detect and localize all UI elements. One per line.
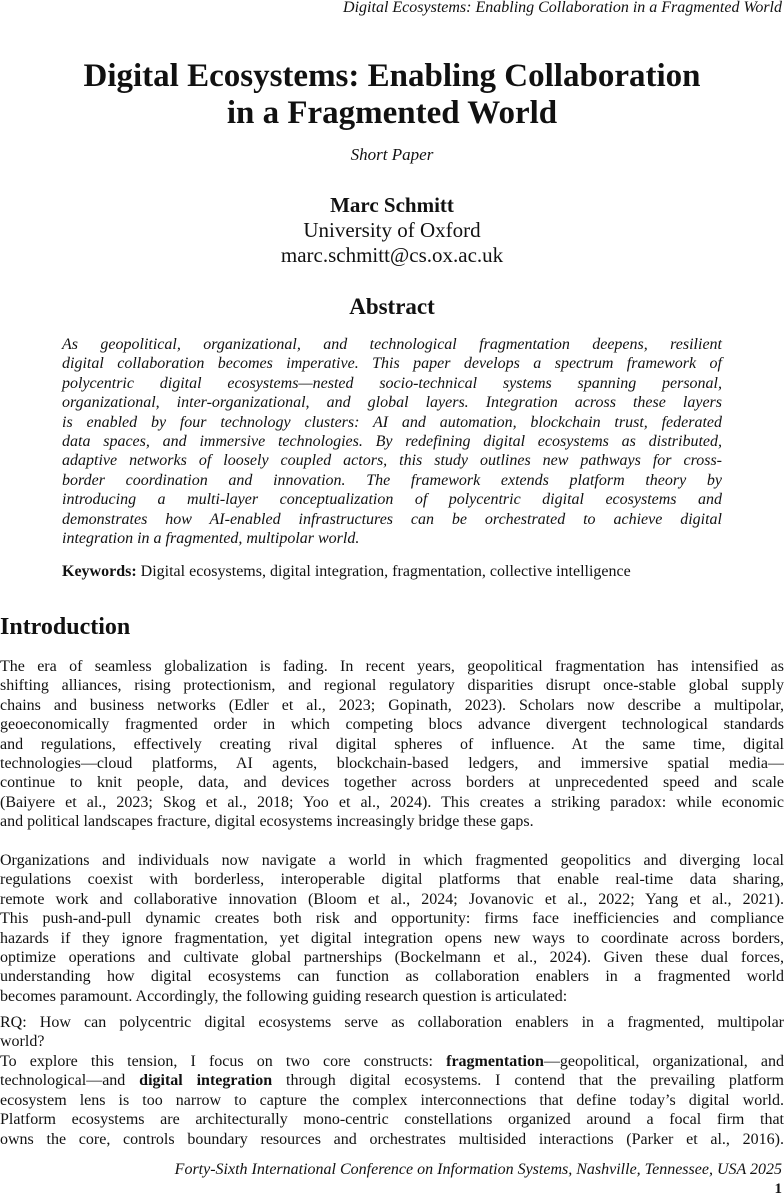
text-line: RQ: How can polycentric digital ecosystems serve as collaboration enablers in a fragmented, multipolar bbox=[0, 1014, 784, 1031]
text-segment: through digital ecosystems. I contend that the prevailing platform bbox=[272, 1072, 784, 1090]
text-line: becomes paramount. Accordingly, the following guiding research question is articulated: bbox=[0, 987, 568, 1005]
text-segment: —geopolitical, organizational, and bbox=[543, 1053, 784, 1070]
text-line bbox=[0, 1052, 784, 1071]
research-question bbox=[0, 1013, 784, 1052]
text-line: regulations coexist with borderless, interoperable digital platforms that enable real-time data sharing, bbox=[0, 871, 784, 889]
text-line: remote work and collaborative innovation (Bloom et al., 2024; Jovanovic et al., 2022; Yang et al., 2021). bbox=[0, 890, 784, 908]
page-number: 1 bbox=[774, 1181, 782, 1197]
text-line: organizational, inter-organizational, and global layers. Integration across these layers bbox=[62, 394, 722, 412]
text-line: owns the core, controls boundary resources and orchestrates multisided interactions (Parker et al., 2016). bbox=[0, 1130, 784, 1148]
abstract-text bbox=[62, 335, 722, 548]
text-line: data spaces, and immersive technologies. By redefining digital ecosystems as distributed, bbox=[62, 432, 722, 450]
text-line: introducing a multi-layer conceptualization of polycentric digital ecosystems and bbox=[62, 491, 722, 509]
abstract-heading: Abstract bbox=[349, 294, 435, 319]
text-line: and regulations, effectively creating rival digital spheres of influence. At the same time, digital bbox=[0, 735, 784, 753]
author-affiliation: University of Oxford bbox=[303, 218, 481, 242]
author-email: marc.schmitt@cs.ox.ac.uk bbox=[280, 243, 504, 267]
text-line: geoeconomically fragmented order in which competing blocs advance divergent technological standards bbox=[0, 716, 784, 734]
paragraph bbox=[0, 657, 784, 832]
text-line: optimize operations and cultivate global partnerships (Bockelmann et al., 2024). Given these dual forces, bbox=[0, 948, 784, 966]
text-line: integration in a fragmented, multipolar world. bbox=[62, 529, 360, 547]
keywords bbox=[62, 563, 631, 581]
paragraph bbox=[0, 1052, 784, 1149]
text-line: continue to knit people, data, and devices together across borders at unprecedented speed and scale bbox=[0, 774, 784, 792]
title-line: Digital Ecosystems: Enabling Collaboration bbox=[83, 58, 701, 94]
running-header: Digital Ecosystems: Enabling Collaboration in a Fragmented World bbox=[343, 0, 782, 16]
text-line: and political landscapes fracture, digital ecosystems increasingly bridge these gaps. bbox=[0, 813, 534, 831]
paper-type: Short Paper bbox=[350, 145, 434, 164]
text-line: (Baiyere et al., 2023; Skog et al., 2018; Yoo et al., 2024). This creates a striking paradox: while economic bbox=[0, 793, 784, 811]
keywords-text: Digital ecosystems, digital integration, fragmentation, collective intelligence bbox=[140, 563, 631, 580]
text-line: This push-and-pull dynamic creates both risk and opportunity: firms face inefficiencies and compliance bbox=[0, 910, 784, 928]
text-line: The era of seamless globalization is fading. In recent years, geopolitical fragmentation has intensified as bbox=[0, 658, 784, 675]
text-line: polycentric digital ecosystems—nested socio-technical systems spanning personal, bbox=[62, 374, 722, 392]
text-line: border coordination and innovation. The framework extends platform theory by bbox=[62, 471, 722, 489]
text-line: world? bbox=[0, 1033, 45, 1051]
paper-title bbox=[0, 58, 784, 132]
text-line bbox=[0, 1071, 784, 1090]
text-line: demonstrates how AI-enabled infrastructures can be orchestrated to achieve digital bbox=[62, 510, 722, 528]
text-line: As geopolitical, organizational, and technological fragmentation deepens, resilient bbox=[62, 336, 722, 353]
paragraph bbox=[0, 851, 784, 1006]
text-segment: technological—and bbox=[0, 1072, 140, 1090]
conference-footer: Forty-Sixth International Conference on Information Systems, Nashville, Tennessee, USA 2025 bbox=[174, 1161, 782, 1178]
text-segment: To explore this tension, I focus on two core constructs: bbox=[0, 1053, 447, 1070]
text-line: adaptive networks of loosely coupled actors, this study outlines new pathways for cross- bbox=[62, 452, 722, 470]
text-line: chains and business networks (Edler et al., 2023; Gopinath, 2023). Scholars now describe a multipolar, bbox=[0, 696, 784, 714]
author-name: Marc Schmitt bbox=[330, 193, 454, 217]
text-line: technologies—cloud platforms, AI agents, blockchain-based ledgers, and immersive spatial media— bbox=[0, 754, 784, 772]
introduction-heading: Introduction bbox=[0, 614, 131, 640]
bold-term: digital integration bbox=[139, 1072, 273, 1090]
text-line: digital collaboration becomes imperative. This paper develops a spectrum framework of bbox=[62, 355, 722, 373]
text-line: shifting alliances, rising protectionism, and regional regulatory disparities disrupt once-stable global supply bbox=[0, 677, 784, 695]
text-line: is enabled by four technology clusters: AI and automation, blockchain trust, federated bbox=[62, 413, 722, 431]
text-line: hazards if they ignore fragmentation, yet digital integration opens new ways to coordinate across borders, bbox=[0, 929, 784, 947]
text-line: understanding how digital ecosystems can function as collaboration enablers in a fragmented world bbox=[0, 968, 784, 986]
text-line: Platform ecosystems are architecturally mono-centric constellations organized around a focal firm that bbox=[0, 1111, 784, 1129]
text-line: ecosystem lens is too narrow to capture the complex interconnections that define today’s digital world. bbox=[0, 1091, 784, 1109]
text-line: Organizations and individuals now navigate a world in which fragmented geopolitics and diverging local bbox=[0, 852, 784, 869]
bold-term: fragmentation bbox=[446, 1053, 544, 1070]
author-block bbox=[0, 193, 784, 268]
keywords-label: Keywords: bbox=[62, 563, 137, 580]
title-line: in a Fragmented World bbox=[226, 95, 558, 131]
